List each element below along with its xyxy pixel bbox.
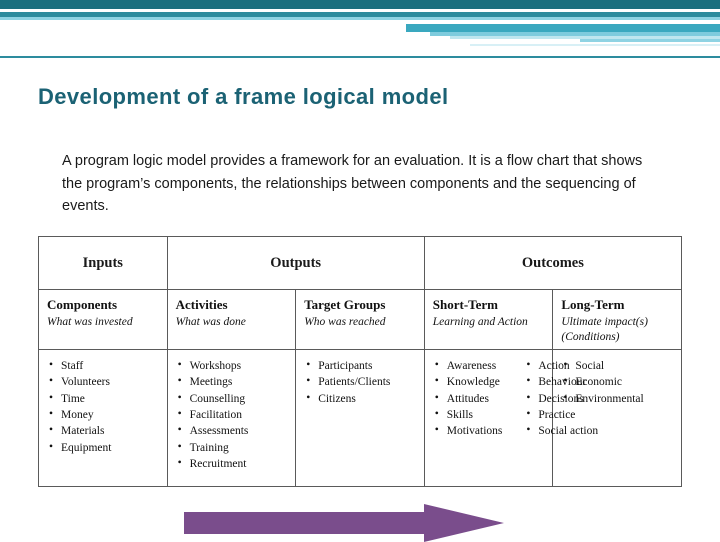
list-item: • Knowledge [435, 374, 503, 390]
banner-band-1 [0, 0, 720, 9]
list-item: • Awareness [435, 358, 503, 374]
list-item: • Behaviour [526, 374, 598, 390]
banner-band-9 [580, 39, 720, 42]
list-item: • Motivations [435, 423, 503, 439]
table-header-row [39, 237, 682, 290]
subheader-title: Activities [175, 297, 228, 312]
list-item: • Action [526, 358, 598, 374]
list-item: • Counselling [178, 391, 288, 407]
list-item: • Participants [306, 358, 416, 374]
list-item: • Training [178, 440, 288, 456]
list-item: • Materials [49, 423, 159, 439]
bullet-list-components [49, 358, 159, 456]
subheader-subtitle: What was invested [47, 316, 133, 329]
list-item: • Citizens [306, 391, 416, 407]
bullet-list-target-groups [306, 358, 416, 407]
header-cell-inputs [39, 237, 168, 290]
bullet-list-long-term [563, 358, 673, 407]
subheader-title: Short-Term [432, 297, 499, 312]
cell-activities-list [167, 350, 296, 487]
cell-components-list [39, 350, 168, 487]
header-cell-outcomes [424, 237, 681, 290]
list-item: • Social [563, 358, 673, 374]
header-cell-outputs [167, 237, 424, 290]
list-item: • Social action [526, 423, 598, 439]
subheader-short-term [424, 290, 553, 350]
bullet-list-short-term-left [435, 358, 503, 440]
logic-model-table [38, 236, 682, 487]
subheader-subtitle: Ultimate impact(s) (Conditions) [561, 316, 648, 344]
subheader-subtitle: Learning and Action [432, 316, 528, 329]
bullet-list-activities [178, 358, 288, 472]
header-outputs-label: Outputs [270, 254, 322, 271]
list-item: • Patients/Clients [306, 374, 416, 390]
list-item: • Facilitation [178, 407, 288, 423]
logic-model-diagram [38, 236, 682, 504]
subheader-title: Components [47, 297, 118, 312]
banner-band-6 [406, 24, 720, 32]
list-item: • Volunteers [49, 374, 159, 390]
table-subheader-row [39, 290, 682, 350]
list-item: • Attitudes [435, 391, 503, 407]
list-item: • Practice [526, 407, 598, 423]
list-item: • Recruitment [178, 456, 288, 472]
subheader-components [39, 290, 168, 350]
subheader-title: Target Groups [304, 297, 386, 312]
list-item: • Staff [49, 358, 159, 374]
header-inputs-label: Inputs [82, 254, 123, 271]
subheader-subtitle: Who was reached [304, 316, 386, 329]
subheader-title: Long-Term [561, 297, 625, 312]
list-item: • Decisions [526, 391, 598, 407]
cell-target-groups-list [296, 350, 425, 487]
list-item: • Skills [435, 407, 503, 423]
banner-bottom-rule [0, 56, 720, 58]
list-item: • Workshops [178, 358, 288, 374]
list-item: • Meetings [178, 374, 288, 390]
body-paragraph: A program logic model provides a framework for an evaluation. It is a flow chart that shows the program’s components, the relationships between components and the sequencing of events. [62, 153, 643, 215]
list-item: • Assessments [178, 423, 288, 439]
list-item: • Money [49, 407, 159, 423]
list-item: • Economic [563, 374, 673, 390]
subheader-subtitle: What was done [175, 316, 246, 329]
list-item: • Equipment [49, 440, 159, 456]
flow-arrow-icon [184, 504, 504, 542]
list-item: • Environmental [563, 391, 673, 407]
decorative-top-banner [0, 0, 720, 58]
banner-band-10 [470, 44, 720, 46]
table-content-row [39, 350, 682, 487]
page-title: Development of a frame logical model [38, 84, 449, 109]
header-outcomes-label: Outcomes [521, 254, 584, 271]
list-item: • Time [49, 391, 159, 407]
subheader-activities [167, 290, 296, 350]
subheader-target-groups [296, 290, 425, 350]
subheader-long-term [553, 290, 682, 350]
